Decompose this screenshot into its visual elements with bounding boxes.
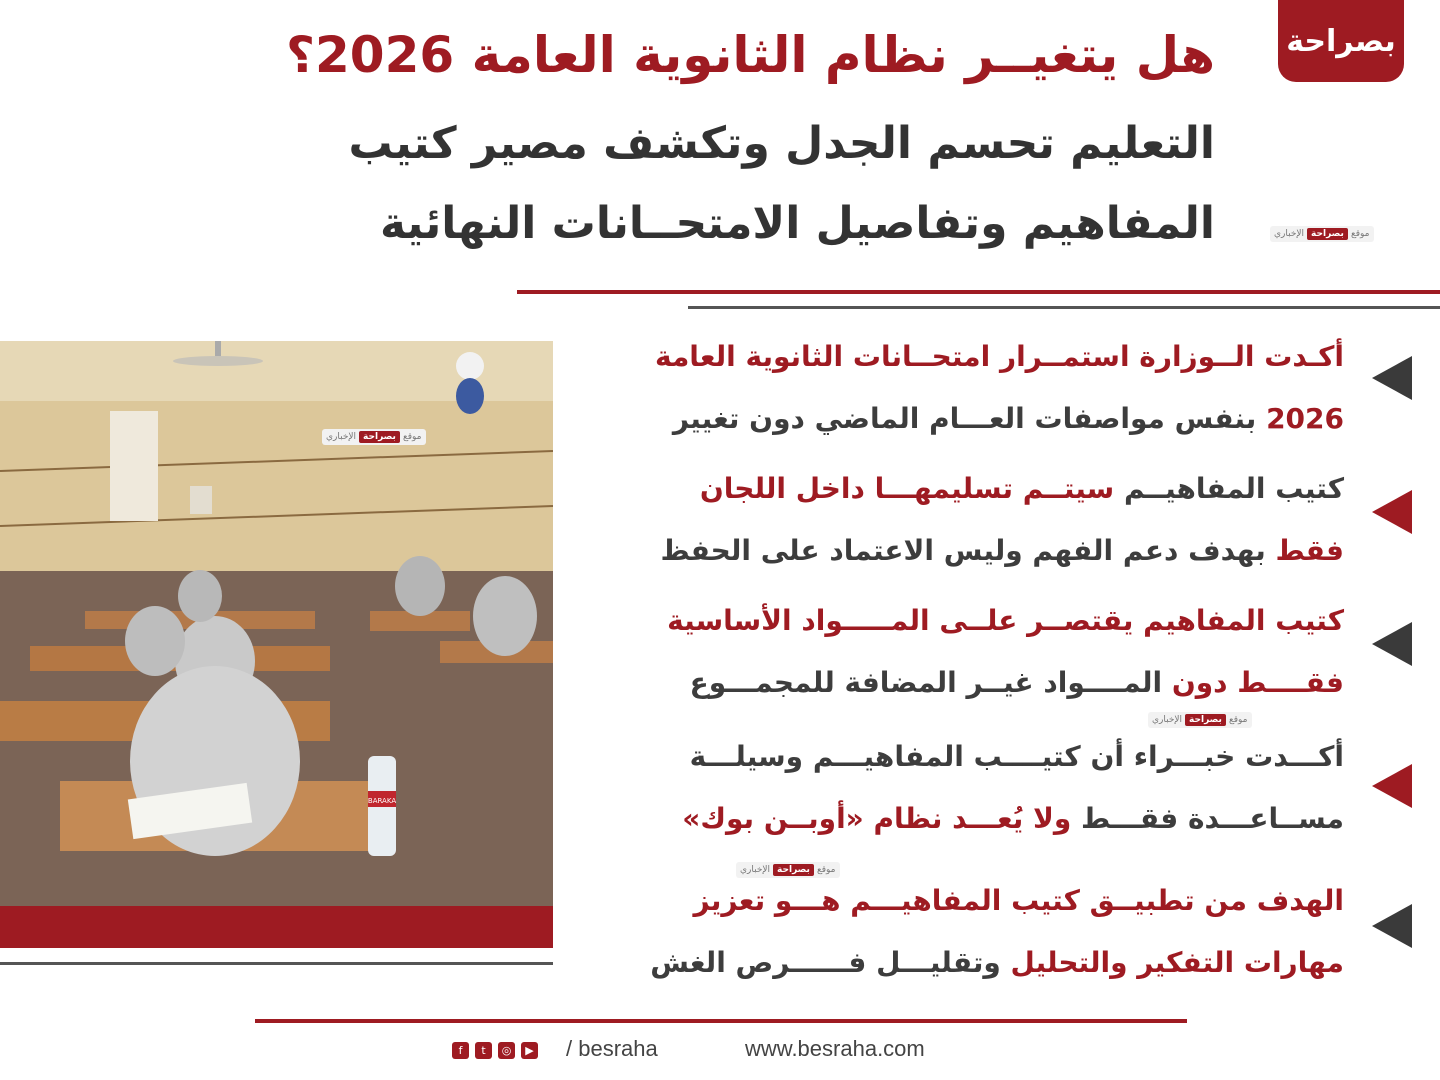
bullet-5 [574, 870, 1344, 994]
watermark-prefix: موقع [816, 865, 836, 875]
watermark-suffix: الإخباري [1152, 715, 1183, 725]
divider-red [517, 290, 1440, 294]
bullet-4 [574, 726, 1344, 850]
bullet-2 [574, 458, 1344, 582]
bullet-1-highlight: 2026 [1266, 402, 1344, 435]
bullet-arrow-icon [1372, 490, 1412, 534]
bullet-1-line-1: أكـدت الــوزارة استمــرار امتحــانات الثانوية العامة [654, 340, 1344, 373]
watermark-suffix: الإخباري [326, 432, 357, 442]
bullet-4-highlight: ولا يُعـــد نظام «أوبــن بوك» [682, 802, 1072, 835]
bullet-4-line-1: أكـــدت خبـــراء أن كتيــــب المفاهيـــم وسيلـــة [689, 740, 1344, 773]
bottle-label: BARAKA [367, 797, 397, 805]
watermark-name: بصراحة [1307, 228, 1348, 240]
watermark-prefix: موقع [1350, 229, 1370, 239]
watermark-suffix: الإخباري [740, 865, 771, 875]
exam-classroom-photo [0, 341, 553, 906]
watermark-name: بصراحة [1185, 714, 1226, 726]
bullet-1-line-2: بنفس مواصفات العـــام الماضي دون تغيير [672, 402, 1267, 435]
facebook-icon[interactable]: f [452, 1042, 469, 1059]
bullet-arrow-icon [1372, 622, 1412, 666]
headline-line-2: التعليم تحسم الجدل وتكشف مصير كتيب [348, 118, 1215, 169]
bullet-2-line-2: بهدف دعم الفهم وليس الاعتماد على الحفظ [660, 534, 1276, 567]
bullet-arrow-icon [1372, 356, 1412, 400]
photo-watermark [322, 429, 426, 445]
classroom-illustration [0, 341, 553, 906]
divider-gray [688, 306, 1440, 309]
footer-handle[interactable]: / besraha [566, 1036, 658, 1061]
watermark-name: بصراحة [359, 431, 400, 443]
watermark-name: بصراحة [773, 864, 814, 876]
watermark-prefix: موقع [402, 432, 422, 442]
logo-text: بصراحة [1286, 23, 1396, 59]
bullet-1 [574, 326, 1344, 450]
bullet-5-line-2: وتقليـــل فــــــرص الغش [650, 946, 1011, 979]
bullet-2-line-1-highlight: سيتــم تسليمهـــا داخل اللجان [699, 472, 1115, 505]
bullet-arrow-icon [1372, 904, 1412, 948]
bullet-4-line-2-plain: مســاعـــدة فقـــط [1071, 802, 1344, 835]
bullet-5-line-1: الهدف من تطبيــق كتيب المفاهيـــم هـــو تعزيز [693, 884, 1344, 917]
bullet-2-highlight: فقط [1275, 534, 1344, 567]
bullet-2-line-1-plain: كتيب المفاهيــم [1114, 472, 1344, 505]
watermark-suffix: الإخباري [1274, 229, 1305, 239]
social-icons [452, 1042, 538, 1059]
bullet-3-line-2: المــــواد غيــر المضافة للمجمـــوع [689, 666, 1172, 699]
bullet-3-highlight: فقــــط دون [1171, 666, 1344, 699]
bullet-5-highlight: مهارات التفكير والتحليل [1010, 946, 1344, 979]
twitter-icon[interactable]: t [475, 1042, 492, 1059]
footer-divider [255, 1019, 1187, 1023]
instagram-icon[interactable]: ◎ [498, 1042, 515, 1059]
photo-underline [0, 962, 553, 965]
watermark-badge [1270, 226, 1374, 242]
bullet-arrow-icon [1372, 764, 1412, 808]
footer-website[interactable]: www.besraha.com [745, 1036, 925, 1061]
brand-logo [1278, 0, 1404, 82]
photo-accent-bar [0, 906, 553, 948]
youtube-icon[interactable]: ▶ [521, 1042, 538, 1059]
bullet-3 [574, 590, 1344, 714]
headline-line-3: المفاهيم وتفاصيل الامتحــانات النهائية [380, 198, 1215, 249]
bullet-3-line-1: كتيب المفاهيم يقتصــر علــى المـــــواد الأساسية [667, 604, 1344, 637]
watermark-prefix: موقع [1228, 715, 1248, 725]
headline-question: هل يتغيــر نظام الثانوية العامة 2026؟ [285, 26, 1215, 84]
